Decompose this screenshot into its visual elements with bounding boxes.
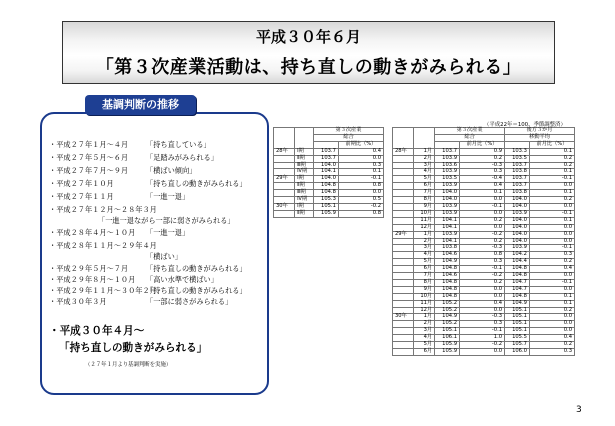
row-moving-average-change: -0.1 — [529, 245, 574, 252]
row-quarter: Ⅰ期 — [295, 176, 314, 183]
quarterly-header-top: 第３次産業 — [313, 128, 383, 135]
history-period: ・平成２９年１１月～３０年２月 — [49, 286, 157, 295]
row-index: 105.9 — [435, 342, 460, 349]
row-change: -0.2 — [460, 231, 505, 238]
row-month: 12月 — [414, 224, 435, 231]
history-judgment: 「高い水準で横ばい」 — [146, 275, 218, 284]
row-moving-average-change: 0.0 — [529, 321, 574, 328]
row-change: 0.0 — [338, 155, 383, 162]
row-moving-average-change: 0.2 — [529, 197, 574, 204]
row-year — [393, 169, 414, 176]
current-judgment: 「持ち直しの動きがみられる」 — [59, 342, 208, 354]
row-moving-average-change: 0.0 — [529, 314, 574, 321]
row-moving-average: 104.8 — [505, 293, 530, 300]
row-quarter: Ⅳ期 — [295, 169, 314, 176]
row-moving-average: 105.7 — [505, 342, 530, 349]
row-change: 0.0 — [460, 197, 505, 204]
table-row — [393, 314, 575, 321]
row-moving-average: 104.9 — [505, 300, 530, 307]
row-index: 103.5 — [435, 176, 460, 183]
row-index: 104.0 — [435, 197, 460, 204]
row-year: 29年 — [393, 231, 414, 238]
row-change: 0.4 — [338, 148, 383, 155]
row-year — [393, 162, 414, 169]
monthly-header-top: 第３次産業 — [435, 128, 505, 135]
row-change: 0.8 — [460, 252, 505, 259]
table-row — [393, 266, 575, 273]
row-quarter: Ⅱ期 — [295, 155, 314, 162]
row-index: 104.8 — [435, 286, 460, 293]
row-index: 104.0 — [313, 176, 338, 183]
row-change: 0.2 — [460, 155, 505, 162]
row-quarter: Ⅱ期 — [295, 210, 314, 217]
row-moving-average-change: 0.1 — [529, 300, 574, 307]
row-month: 10月 — [414, 210, 435, 217]
row-index: 104.1 — [313, 169, 338, 176]
row-year — [393, 266, 414, 273]
monthly-ma-header-change: 前月比（%） — [529, 141, 574, 148]
table-row — [393, 169, 575, 176]
history-judgment: 「足踏みがみられる」 — [146, 153, 218, 162]
row-month: 5月 — [414, 259, 435, 266]
table-row — [393, 259, 575, 266]
row-change: 0.8 — [338, 210, 383, 217]
row-moving-average: 104.8 — [505, 266, 530, 273]
row-year — [274, 162, 295, 169]
row-year — [393, 293, 414, 300]
row-index: 104.9 — [435, 259, 460, 266]
row-moving-average: 104.8 — [505, 273, 530, 280]
row-index: 104.9 — [435, 314, 460, 321]
row-index: 105.2 — [435, 321, 460, 328]
row-moving-average-change: 0.0 — [529, 203, 574, 210]
history-period: ・平成２８年１１月～２９年４月 — [49, 241, 157, 250]
history-period: ・平成２７年１月～４月 — [49, 140, 129, 149]
row-index: 103.9 — [435, 210, 460, 217]
row-year — [274, 190, 295, 197]
row-month: 5月 — [414, 342, 435, 349]
row-index: 105.2 — [435, 300, 460, 307]
row-year — [393, 197, 414, 204]
row-change: 0.0 — [460, 224, 505, 231]
page-number: 3 — [576, 405, 582, 415]
row-index: 103.9 — [435, 155, 460, 162]
row-moving-average: 104.0 — [505, 238, 530, 245]
row-quarter: Ⅰ期 — [295, 148, 314, 155]
row-moving-average-change: -0.1 — [529, 176, 574, 183]
history-judgment: 「一部に弱さがみられる」 — [146, 297, 233, 306]
title-banner — [62, 21, 555, 84]
row-index: 104.1 — [435, 224, 460, 231]
row-month: 4月 — [414, 252, 435, 259]
table-row — [393, 273, 575, 280]
row-month: 2月 — [414, 238, 435, 245]
table-row — [393, 349, 575, 356]
row-moving-average: 104.0 — [505, 197, 530, 204]
row-moving-average: 104.7 — [505, 279, 530, 286]
row-moving-average: 103.3 — [505, 148, 530, 155]
row-change: 0.0 — [460, 286, 505, 293]
row-change: -0.4 — [460, 176, 505, 183]
row-year — [393, 238, 414, 245]
row-index: 105.3 — [313, 197, 338, 204]
table-row — [393, 245, 575, 252]
table-row — [393, 224, 575, 231]
row-quarter: Ⅱ期 — [295, 183, 314, 190]
current-period: ・平成３０年４月～ — [49, 325, 145, 337]
row-year — [393, 335, 414, 342]
row-index: 105.1 — [313, 203, 338, 210]
row-change: 0.0 — [338, 190, 383, 197]
row-change: 0.0 — [460, 210, 505, 217]
row-index: 104.6 — [435, 273, 460, 280]
history-period: ・平成２８年４月～１０月 — [49, 228, 136, 237]
row-index: 106.1 — [435, 335, 460, 342]
table-row — [393, 148, 575, 155]
judgment-history-header: 基調判断の推移 — [85, 95, 196, 115]
row-change: -0.3 — [460, 162, 505, 169]
history-judgment: 「一進一退」 — [146, 192, 190, 201]
row-year: 30年 — [274, 203, 295, 210]
row-year — [393, 279, 414, 286]
row-change: 0.8 — [338, 183, 383, 190]
row-moving-average-change: 0.1 — [529, 148, 574, 155]
row-change: -0.3 — [460, 314, 505, 321]
row-moving-average: 105.1 — [505, 314, 530, 321]
table-row — [274, 210, 384, 217]
row-moving-average-change: 0.1 — [529, 190, 574, 197]
history-period: ・平成２７年５月～６月 — [49, 153, 129, 162]
row-index: 105.2 — [435, 307, 460, 314]
row-moving-average-change: 0.1 — [529, 293, 574, 300]
row-moving-average-change: 0.0 — [529, 273, 574, 280]
row-index: 104.1 — [435, 217, 460, 224]
table-row — [393, 321, 575, 328]
row-index: 103.7 — [313, 148, 338, 155]
row-month: 2月 — [414, 321, 435, 328]
unit-note: （平成22年＝100、季節調整済） — [484, 122, 566, 128]
row-moving-average: 103.7 — [505, 176, 530, 183]
row-change: 0.9 — [460, 148, 505, 155]
row-quarter: Ⅲ期 — [295, 190, 314, 197]
row-year — [393, 300, 414, 307]
row-year — [393, 259, 414, 266]
row-year — [393, 155, 414, 162]
row-moving-average-change: 0.3 — [529, 252, 574, 259]
monthly-header-mid: 総合 — [435, 134, 505, 141]
row-moving-average-change: 0.0 — [529, 231, 574, 238]
row-moving-average-change: 0.2 — [529, 342, 574, 349]
row-year — [393, 286, 414, 293]
row-moving-average: 103.8 — [505, 169, 530, 176]
table-row — [393, 190, 575, 197]
table-row — [393, 231, 575, 238]
row-change: -0.1 — [338, 176, 383, 183]
row-index: 104.8 — [435, 266, 460, 273]
row-month: 3月 — [414, 328, 435, 335]
row-index: 103.9 — [435, 231, 460, 238]
row-month: 6月 — [414, 266, 435, 273]
table-row — [274, 155, 384, 162]
row-year — [274, 183, 295, 190]
row-index: 103.6 — [435, 162, 460, 169]
row-change: 0.2 — [460, 279, 505, 286]
row-index: 103.7 — [313, 155, 338, 162]
row-moving-average: 104.2 — [505, 252, 530, 259]
row-year — [393, 176, 414, 183]
row-change: 0.5 — [338, 197, 383, 204]
monthly-header-change: 前月比（%） — [460, 141, 505, 148]
row-month: 3月 — [414, 245, 435, 252]
history-period: ・平成２９年８月～１０月 — [49, 275, 136, 284]
row-moving-average: 103.9 — [505, 245, 530, 252]
row-change: 0.3 — [460, 321, 505, 328]
row-year — [393, 252, 414, 259]
row-change: 0.0 — [460, 293, 505, 300]
monthly-ma-header-top: 後方３か月 — [505, 128, 575, 135]
row-index: 103.9 — [435, 169, 460, 176]
history-period: ・平成２９年５月～７月 — [49, 264, 129, 273]
row-month: 8月 — [414, 279, 435, 286]
history-period: ・平成２７年１１月 — [49, 192, 114, 201]
row-moving-average-change: 0.2 — [529, 162, 574, 169]
row-index: 104.0 — [435, 190, 460, 197]
table-row — [393, 342, 575, 349]
row-change: -0.1 — [460, 266, 505, 273]
row-month: 9月 — [414, 203, 435, 210]
row-index: 104.1 — [435, 238, 460, 245]
row-index: 103.9 — [435, 203, 460, 210]
row-month: 8月 — [414, 197, 435, 204]
row-index: 104.8 — [435, 279, 460, 286]
row-month: 4月 — [414, 335, 435, 342]
table-row — [393, 197, 575, 204]
table-row — [393, 279, 575, 286]
table-row — [393, 238, 575, 245]
row-moving-average-change: 0.0 — [529, 328, 574, 335]
judgment-footnote: （２７年１月より基調判断を実施） — [85, 362, 172, 368]
table-row — [393, 335, 575, 342]
history-judgment: 「持ち直しの動きがみられる」 — [146, 179, 247, 188]
row-year — [393, 190, 414, 197]
quarterly-table — [273, 127, 384, 218]
row-change: 0.4 — [460, 300, 505, 307]
row-month: 7月 — [414, 190, 435, 197]
quarterly-header-mid: 総合 — [313, 134, 383, 141]
row-month: 9月 — [414, 286, 435, 293]
row-moving-average-change: -0.1 — [529, 210, 574, 217]
row-moving-average-change: 0.3 — [529, 349, 574, 356]
row-quarter: Ⅳ期 — [295, 197, 314, 204]
row-moving-average-change: 0.1 — [529, 169, 574, 176]
row-index: 103.8 — [435, 245, 460, 252]
row-moving-average-change: 0.2 — [529, 307, 574, 314]
history-period: ・平成２７年７月～９月 — [49, 166, 129, 175]
history-judgment: 「横ばい」 — [146, 252, 182, 261]
row-index: 105.9 — [435, 349, 460, 356]
row-index: 105.1 — [435, 328, 460, 335]
row-change: 0.4 — [460, 183, 505, 190]
row-change: 0.1 — [338, 169, 383, 176]
row-month: 12月 — [414, 307, 435, 314]
row-index: 104.8 — [313, 190, 338, 197]
row-moving-average: 103.8 — [505, 190, 530, 197]
row-month: 5月 — [414, 176, 435, 183]
row-index: 103.9 — [435, 183, 460, 190]
row-year — [274, 155, 295, 162]
row-year — [393, 342, 414, 349]
row-change: -0.1 — [460, 328, 505, 335]
row-change: -0.1 — [460, 203, 505, 210]
row-moving-average: 105.1 — [505, 328, 530, 335]
row-moving-average: 106.0 — [505, 349, 530, 356]
row-change: 0.2 — [460, 238, 505, 245]
row-index: 104.8 — [313, 183, 338, 190]
row-year — [393, 203, 414, 210]
row-moving-average: 104.4 — [505, 259, 530, 266]
table-row — [393, 155, 575, 162]
row-change: 0.3 — [338, 162, 383, 169]
row-index: 103.7 — [435, 148, 460, 155]
history-judgment: 「持ち直しの動きがみられる」 — [146, 264, 247, 273]
row-change: -0.2 — [338, 203, 383, 210]
monthly-ma-header-mid: 移動平均 — [505, 134, 575, 141]
history-period: ・平成２７年１０月 — [49, 179, 114, 188]
row-moving-average: 103.7 — [505, 183, 530, 190]
row-change: 0.3 — [460, 259, 505, 266]
history-judgment: 「一進一退ながら一部に弱さがみられる」 — [98, 216, 235, 225]
row-month: 10月 — [414, 293, 435, 300]
row-month: 11月 — [414, 300, 435, 307]
row-moving-average: 104.0 — [505, 224, 530, 231]
row-month: 6月 — [414, 349, 435, 356]
table-row — [393, 307, 575, 314]
row-change: 0.2 — [460, 217, 505, 224]
row-year — [393, 245, 414, 252]
row-moving-average-change: 0.0 — [529, 238, 574, 245]
row-moving-average: 104.0 — [505, 231, 530, 238]
row-change: -0.2 — [460, 342, 505, 349]
row-month: 7月 — [414, 273, 435, 280]
row-year: 29年 — [274, 176, 295, 183]
row-moving-average: 103.5 — [505, 155, 530, 162]
table-row — [393, 328, 575, 335]
row-moving-average-change: 0.2 — [529, 259, 574, 266]
row-moving-average-change: 0.0 — [529, 183, 574, 190]
row-change: 0.0 — [460, 307, 505, 314]
row-index: 105.9 — [313, 210, 338, 217]
row-year — [393, 321, 414, 328]
row-moving-average-change: -0.1 — [529, 279, 574, 286]
row-year: 28年 — [393, 148, 414, 155]
row-change: 0.1 — [460, 190, 505, 197]
row-moving-average: 103.9 — [505, 210, 530, 217]
row-moving-average-change: 0.0 — [529, 224, 574, 231]
row-moving-average: 105.5 — [505, 335, 530, 342]
row-moving-average: 104.0 — [505, 203, 530, 210]
table-row — [393, 183, 575, 190]
row-moving-average: 105.1 — [505, 321, 530, 328]
row-year — [393, 349, 414, 356]
row-change: 0.0 — [460, 349, 505, 356]
row-moving-average-change: 0.1 — [529, 217, 574, 224]
table-row — [393, 252, 575, 259]
history-period: ・平成２７年１２月～２８年３月 — [49, 205, 157, 214]
row-year — [393, 328, 414, 335]
history-judgment: 「横ばい傾向」 — [146, 166, 197, 175]
row-index: 104.0 — [313, 162, 338, 169]
row-moving-average-change: 0.4 — [529, 266, 574, 273]
row-change: -0.3 — [460, 245, 505, 252]
row-month: 1月 — [414, 148, 435, 155]
row-moving-average: 103.7 — [505, 162, 530, 169]
row-year: 28年 — [274, 148, 295, 155]
row-moving-average-change: 0.2 — [529, 155, 574, 162]
row-month: 11月 — [414, 217, 435, 224]
row-year — [393, 273, 414, 280]
row-quarter: Ⅰ期 — [295, 203, 314, 210]
title-headline: 「第３次産業活動は、持ち直しの動きがみられる」 — [95, 57, 522, 78]
table-row — [393, 162, 575, 169]
history-judgment: 「一進一退」 — [146, 228, 190, 237]
row-month: 3月 — [414, 162, 435, 169]
row-moving-average-change: 0.0 — [529, 286, 574, 293]
row-index: 104.6 — [435, 252, 460, 259]
row-moving-average: 104.0 — [505, 217, 530, 224]
row-month: 2月 — [414, 155, 435, 162]
monthly-table — [392, 127, 575, 356]
history-period: ・平成３０年３月 — [49, 297, 107, 306]
history-judgment: 「持ち直している」 — [146, 140, 211, 149]
row-month: 4月 — [414, 169, 435, 176]
row-year — [393, 210, 414, 217]
quarterly-header-change: 前期比（%） — [338, 141, 383, 148]
row-year — [393, 183, 414, 190]
row-change: 1.0 — [460, 335, 505, 342]
row-quarter: Ⅲ期 — [295, 162, 314, 169]
row-year — [393, 217, 414, 224]
row-month: 6月 — [414, 183, 435, 190]
title-date: 平成３０年６月 — [255, 28, 361, 46]
row-moving-average-change: 0.4 — [529, 335, 574, 342]
row-moving-average: 105.1 — [505, 307, 530, 314]
row-year: 30年 — [393, 314, 414, 321]
table-row — [393, 176, 575, 183]
row-month: 1月 — [414, 314, 435, 321]
row-year — [274, 210, 295, 217]
row-index: 104.8 — [435, 293, 460, 300]
row-change: 0.3 — [460, 169, 505, 176]
row-month: 1月 — [414, 231, 435, 238]
history-judgment: 「持ち直しの動きがみられる」 — [146, 286, 247, 295]
row-change: -0.2 — [460, 273, 505, 280]
row-moving-average: 104.7 — [505, 286, 530, 293]
